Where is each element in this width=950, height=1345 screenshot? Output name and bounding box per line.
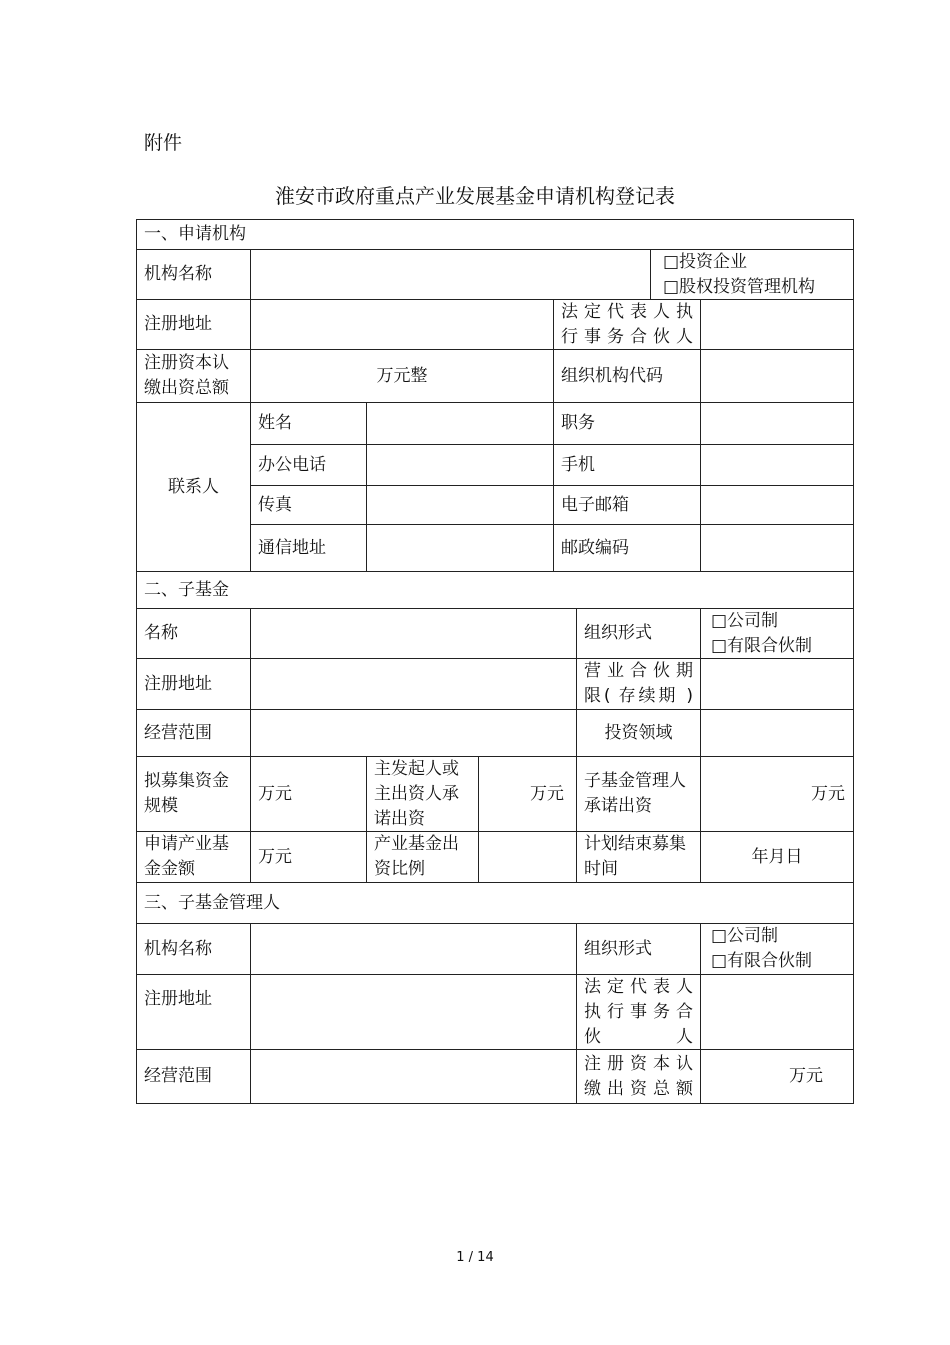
org-type-options[interactable] <box>650 249 854 300</box>
org-name-label: 机构名称 <box>136 249 251 300</box>
manager-org-form-company[interactable]: □公司制 <box>711 926 779 946</box>
manager-org-form-partnership[interactable]: □有限合伙制 <box>711 951 813 971</box>
registration-form-table <box>136 219 854 1104</box>
attachment-label: 附件 <box>144 132 183 154</box>
contact-name-field[interactable] <box>366 402 554 445</box>
plan-end-field[interactable]: 年月日 <box>700 831 854 883</box>
planned-scale-label: 拟募集资金规模 <box>136 756 251 832</box>
manager-org-form-options[interactable] <box>700 923 854 975</box>
partnership-term-label: 营 业 合 伙 期限( 存续期 ) <box>576 658 701 710</box>
org-name-field[interactable] <box>250 249 651 300</box>
apply-amount-field[interactable]: 万元 <box>250 831 367 883</box>
office-phone-label: 办公电话 <box>250 444 367 486</box>
manager-reg-capital-field[interactable]: 万元 <box>700 1049 854 1104</box>
manager-reg-capital-label: 注 册 资 本 认缴出资总额 <box>576 1049 701 1104</box>
fax-field[interactable] <box>366 485 554 525</box>
mail-address-label: 通信地址 <box>250 524 367 572</box>
manager-org-name-label: 机构名称 <box>136 923 251 975</box>
postcode-field[interactable] <box>700 524 854 572</box>
manager-legal-rep-field[interactable] <box>700 974 854 1050</box>
contact-name-label: 姓名 <box>250 402 367 445</box>
manager-reg-address-field[interactable] <box>250 974 577 1050</box>
fund-name-label: 名称 <box>136 608 251 659</box>
legal-rep-field[interactable] <box>700 299 854 350</box>
manager-reg-address-label: 注册地址 <box>136 974 251 1050</box>
page-number: 1 / 14 <box>456 1250 494 1265</box>
office-phone-field[interactable] <box>366 444 554 486</box>
fund-reg-address-label: 注册地址 <box>136 658 251 710</box>
manager-org-name-field[interactable] <box>250 923 577 975</box>
main-sponsor-field[interactable]: 万元 <box>478 756 577 832</box>
mobile-label: 手机 <box>553 444 701 486</box>
fax-label: 传真 <box>250 485 367 525</box>
investment-field-label: 投资领域 <box>576 709 701 757</box>
mobile-field[interactable] <box>700 444 854 486</box>
section1-heading: 一、申请机构 <box>136 219 854 250</box>
fund-name-field[interactable] <box>250 608 577 659</box>
email-label: 电子邮箱 <box>553 485 701 525</box>
reg-capital-label: 注册资本认缴出资总额 <box>136 349 251 403</box>
manager-commit-label: 子基金管理人承诺出资 <box>576 756 701 832</box>
contact-position-label: 职务 <box>553 402 701 445</box>
manager-business-scope-label: 经营范围 <box>136 1049 251 1104</box>
reg-capital-field[interactable]: 万元整 <box>250 349 554 403</box>
org-type-option-investment[interactable]: □投资企业 <box>663 251 748 272</box>
contact-label: 联系人 <box>136 402 251 572</box>
planned-scale-field[interactable]: 万元 <box>250 756 367 832</box>
section3-heading: 三、子基金管理人 <box>136 882 854 924</box>
email-field[interactable] <box>700 485 854 525</box>
fund-org-form-options[interactable] <box>700 608 854 659</box>
org-code-field[interactable] <box>700 349 854 403</box>
plan-end-label: 计划结束募集时间 <box>576 831 701 883</box>
legal-rep-label: 法 定 代 表 人 执行事务合伙人 <box>553 299 701 350</box>
form-title: 淮安市政府重点产业发展基金申请机构登记表 <box>275 184 675 208</box>
fund-business-scope-field[interactable] <box>250 709 577 757</box>
mail-address-field[interactable] <box>366 524 554 572</box>
reg-address-field[interactable] <box>250 299 554 350</box>
fund-org-form-company[interactable]: □公司制 <box>711 610 779 631</box>
org-code-label: 组织机构代码 <box>553 349 701 403</box>
investment-field-value[interactable] <box>700 709 854 757</box>
industry-ratio-field[interactable] <box>478 831 577 883</box>
section2-heading: 二、子基金 <box>136 571 854 609</box>
contact-position-field[interactable] <box>700 402 854 445</box>
manager-legal-rep-label: 法 定 代 表 人 执 行 事 务 合伙人 <box>576 974 701 1050</box>
industry-ratio-label: 产业基金出资比例 <box>366 831 479 883</box>
fund-business-scope-label: 经营范围 <box>136 709 251 757</box>
main-sponsor-label: 主发起人或主出资人承诺出资 <box>366 756 479 832</box>
org-type-option-management[interactable]: □股权投资管理机构 <box>663 276 816 297</box>
manager-org-form-label: 组织形式 <box>576 923 701 975</box>
reg-address-label: 注册地址 <box>136 299 251 350</box>
fund-org-form-label: 组织形式 <box>576 608 701 659</box>
fund-org-form-partnership[interactable]: □有限合伙制 <box>711 635 813 656</box>
manager-business-scope-field[interactable] <box>250 1049 577 1104</box>
postcode-label: 邮政编码 <box>553 524 701 572</box>
fund-reg-address-field[interactable] <box>250 658 577 710</box>
manager-commit-field[interactable]: 万元 <box>700 756 854 832</box>
partnership-term-field[interactable] <box>700 658 854 710</box>
apply-amount-label: 申请产业基金金额 <box>136 831 251 883</box>
